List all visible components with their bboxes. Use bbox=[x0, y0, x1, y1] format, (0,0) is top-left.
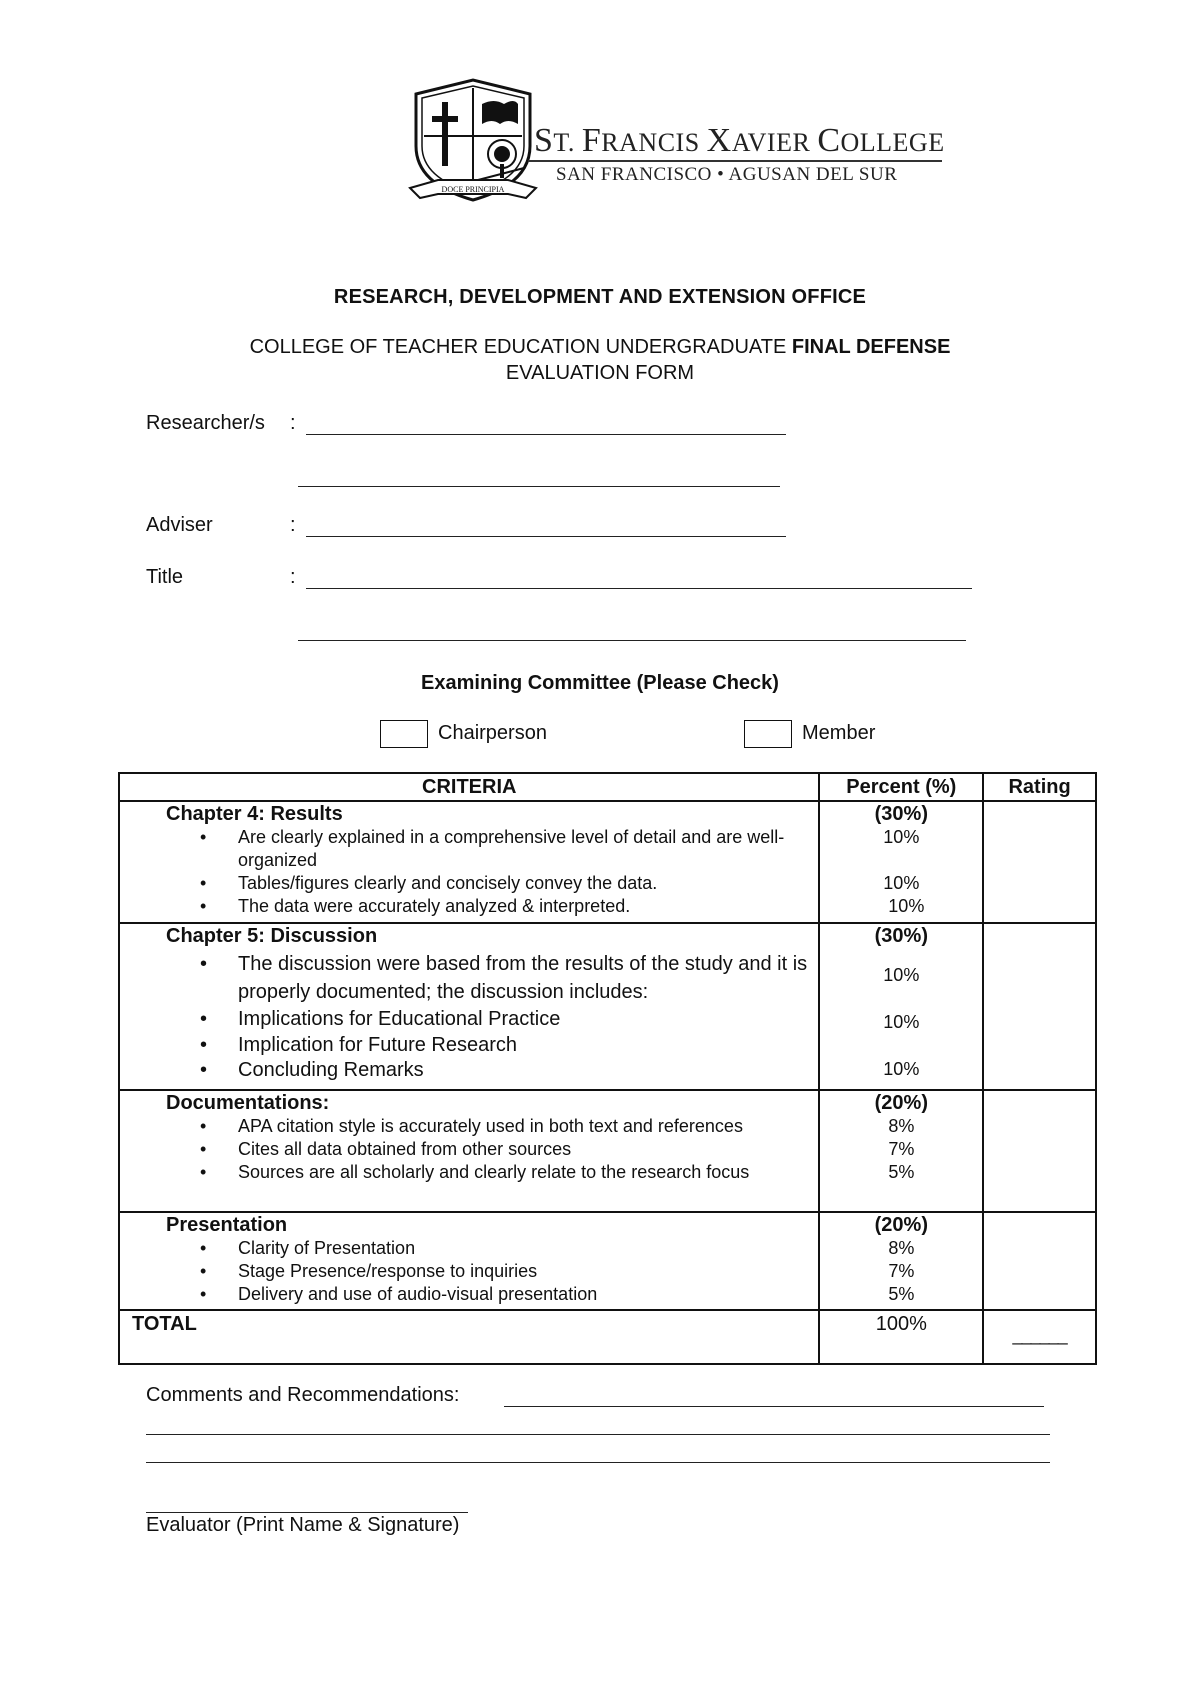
title-field-line-1[interactable] bbox=[306, 588, 972, 589]
adviser-label: Adviser bbox=[146, 514, 213, 536]
percent-cell: (30%) 10% 10% 10% bbox=[819, 923, 983, 1090]
table-row bbox=[119, 801, 1096, 923]
list-item: • Cites all data obtained from other sources bbox=[200, 1139, 572, 1159]
title-label: Title bbox=[146, 566, 184, 588]
comments-line-2[interactable] bbox=[146, 1434, 1050, 1435]
rating-cell[interactable] bbox=[983, 1090, 1096, 1212]
rating-cell[interactable] bbox=[983, 801, 1096, 923]
office-title: RESEARCH, DEVELOPMENT AND EXTENSION OFFICE bbox=[333, 286, 867, 308]
rating-cell[interactable] bbox=[983, 923, 1096, 1090]
comments-label: Comments and Recommendations: bbox=[146, 1384, 460, 1406]
total-row bbox=[119, 1310, 1096, 1364]
criteria-cell bbox=[119, 1212, 819, 1310]
rating-cell[interactable] bbox=[983, 1212, 1096, 1310]
college-name: ST. FRANCIS XAVIER COLLEGE bbox=[534, 122, 945, 159]
evaluator-signature-line[interactable] bbox=[146, 1512, 468, 1513]
table-header-row bbox=[119, 773, 1096, 801]
section-title: Chapter 4: Results bbox=[166, 803, 343, 825]
adviser-field-line[interactable] bbox=[306, 536, 786, 537]
criteria-cell bbox=[119, 801, 819, 923]
crest-motto: DOCE PRINCIPIA bbox=[441, 185, 505, 194]
list-item: • The data were accurately analyzed & interpreted. bbox=[200, 896, 631, 916]
section-title: Documentations: bbox=[166, 1092, 330, 1114]
list-item: • APA citation style is accurately used in both text and references bbox=[200, 1116, 743, 1136]
total-label-cell bbox=[119, 1310, 819, 1364]
total-percent: 100% bbox=[875, 1313, 927, 1335]
researchers-field-line-1[interactable] bbox=[306, 434, 786, 435]
member-checkbox[interactable] bbox=[744, 720, 792, 748]
criteria-table bbox=[118, 772, 1097, 1365]
list-item: • The discussion were based from the results of the study and it is properly documented; the discussion includes: bbox=[200, 953, 808, 1003]
criteria-cell bbox=[119, 1090, 819, 1212]
total-percent-cell bbox=[819, 1310, 983, 1364]
section-title: Presentation bbox=[166, 1214, 288, 1236]
researchers-field-line-2[interactable] bbox=[298, 486, 780, 487]
total-rating-blank: ______ bbox=[1012, 1325, 1067, 1345]
adviser-colon: : bbox=[290, 514, 296, 536]
percent-cell: (30%) 10% 10% 10% bbox=[819, 801, 983, 923]
table-row bbox=[119, 1090, 1096, 1212]
list-item: • Implication for Future Research bbox=[200, 1034, 518, 1056]
committee-heading: Examining Committee (Please Check) bbox=[421, 672, 779, 694]
form-title-line2: EVALUATION FORM bbox=[505, 362, 695, 384]
criteria-cell bbox=[119, 923, 819, 1090]
researchers-colon: : bbox=[290, 412, 296, 434]
title-colon: : bbox=[290, 566, 296, 588]
list-item: • Implications for Educational Practice bbox=[200, 1008, 561, 1030]
chairperson-label: Chairperson bbox=[438, 722, 547, 744]
criteria-header: CRITERIA bbox=[119, 773, 819, 801]
member-label: Member bbox=[802, 722, 876, 744]
comments-line-3[interactable] bbox=[146, 1462, 1050, 1463]
chairperson-checkbox[interactable] bbox=[380, 720, 428, 748]
college-crest-icon bbox=[408, 76, 538, 208]
college-place: SAN FRANCISCO • AGUSAN DEL SUR bbox=[556, 164, 898, 185]
list-item: • Clarity of Presentation bbox=[200, 1238, 416, 1258]
list-item: • Are clearly explained in a comprehensive level of detail and are well-organized bbox=[200, 827, 785, 870]
title-field-line-2[interactable] bbox=[298, 640, 966, 641]
table-row bbox=[119, 1212, 1096, 1310]
list-item: • Tables/figures clearly and concisely convey the data. bbox=[200, 873, 658, 893]
percent-cell: (20%) 8% 7% 5% bbox=[819, 1090, 983, 1212]
comments-line-1[interactable] bbox=[504, 1406, 1044, 1407]
total-label: TOTAL bbox=[132, 1313, 197, 1335]
college-name-rule bbox=[528, 160, 942, 162]
evaluator-label: Evaluator (Print Name & Signature) bbox=[146, 1514, 460, 1536]
list-item: • Delivery and use of audio-visual presentation bbox=[200, 1284, 598, 1304]
table-row bbox=[119, 923, 1096, 1090]
rating-header: Rating bbox=[983, 773, 1096, 801]
section-title: Chapter 5: Discussion bbox=[166, 925, 378, 947]
list-item: • Concluding Remarks bbox=[200, 1059, 424, 1081]
percent-cell: (20%) 8% 7% 5% bbox=[819, 1212, 983, 1310]
researchers-label: Researcher/s bbox=[146, 412, 265, 434]
list-item: • Sources are all scholarly and clearly relate to the research focus bbox=[200, 1162, 750, 1182]
list-item: • Stage Presence/response to inquiries bbox=[200, 1261, 538, 1281]
college-logo bbox=[408, 76, 948, 208]
percent-header: Percent (%) bbox=[819, 773, 983, 801]
total-rating-cell[interactable] bbox=[983, 1310, 1096, 1364]
form-title-line1: COLLEGE OF TEACHER EDUCATION UNDERGRADUATE FINAL DEFENSE bbox=[249, 336, 951, 358]
